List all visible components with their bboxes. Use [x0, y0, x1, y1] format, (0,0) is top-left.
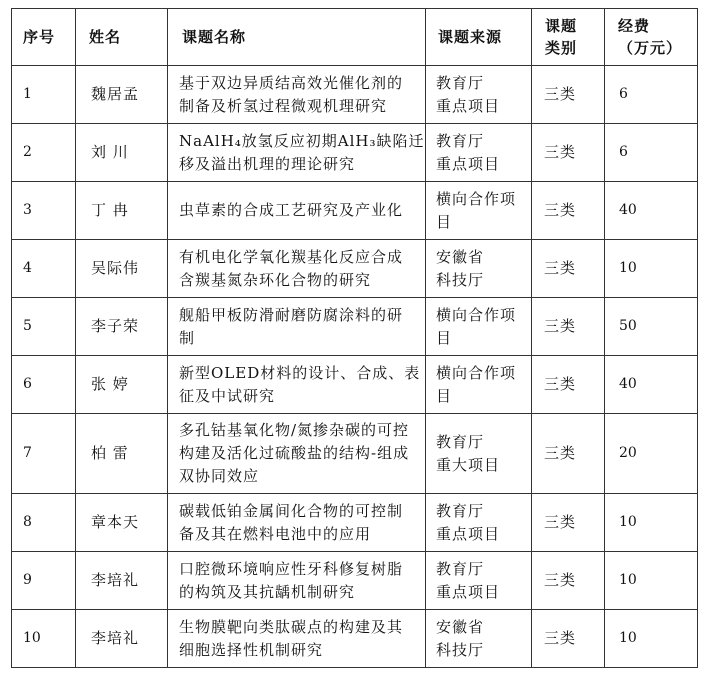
- cell-name: [76, 494, 168, 552]
- cell-title-text: 舰船甲板防滑耐磨防腐涂料的研: [179, 305, 404, 324]
- header-source-text: 课题来源: [438, 28, 503, 46]
- cell-funding: [605, 414, 698, 494]
- cell-name-text: 魏居孟: [91, 85, 140, 103]
- cell-name: [76, 552, 168, 610]
- header-funding: [605, 9, 698, 66]
- cell-name-text: 吴际伟: [91, 259, 140, 277]
- cell-source-text: 教育厅: [436, 501, 485, 520]
- cell-category: [532, 552, 605, 610]
- header-category-text: 课题: [545, 17, 578, 35]
- cell-index-text: 9: [23, 572, 32, 588]
- cell-funding: [605, 124, 698, 182]
- cell-source: [426, 124, 532, 182]
- cell-title: [168, 494, 426, 552]
- cell-name: [76, 414, 168, 494]
- header-funding-text: 经费: [618, 17, 651, 35]
- cell-title: [168, 610, 426, 668]
- cell-title: [168, 356, 426, 414]
- table-body: [12, 66, 698, 668]
- cell-source-text: 目: [436, 212, 453, 231]
- cell-title-text: 有机电化学氧化羰基化反应合成: [179, 247, 404, 266]
- cell-index: [12, 494, 76, 552]
- cell-category-text: 三类: [544, 629, 577, 647]
- cell-name: [76, 182, 168, 240]
- table-row: [12, 356, 698, 414]
- cell-source-text: 目: [436, 386, 453, 405]
- cell-title-text: 虫草素的合成工艺研究及产业化: [179, 201, 404, 219]
- cell-category-text: 三类: [544, 201, 577, 219]
- cell-index-text: 5: [23, 318, 32, 334]
- cell-funding-text: 6: [619, 86, 628, 102]
- cell-index-text: 6: [23, 376, 32, 392]
- cell-source-text: 横向合作项: [436, 305, 517, 324]
- cell-title: [168, 66, 426, 124]
- cell-source: [426, 66, 532, 124]
- cell-index: [12, 182, 76, 240]
- header-funding-text: （万元）: [618, 39, 683, 57]
- cell-name: [76, 240, 168, 298]
- cell-title-text: 的构筑及其抗龋机制研究: [179, 582, 356, 601]
- cell-source-text: 安徽省: [436, 247, 485, 266]
- table-row: [12, 494, 698, 552]
- cell-index: [12, 356, 76, 414]
- cell-title: [168, 552, 426, 610]
- cell-category: [532, 66, 605, 124]
- cell-index-text: 10: [23, 630, 41, 646]
- cell-source-text: 教育厅: [436, 432, 485, 451]
- cell-name-text: 丁 冉: [91, 201, 129, 219]
- cell-title: [168, 240, 426, 298]
- cell-funding: [605, 356, 698, 414]
- cell-funding: [605, 494, 698, 552]
- cell-source-text: 重点项目: [436, 582, 501, 601]
- cell-source-text: 教育厅: [436, 131, 485, 150]
- cell-source-text: 教育厅: [436, 73, 485, 92]
- cell-funding: [605, 66, 698, 124]
- cell-funding-text: 10: [619, 260, 637, 276]
- table-row: [12, 182, 698, 240]
- cell-funding-text: 20: [619, 445, 637, 461]
- cell-name-text: 李培礼: [91, 571, 140, 589]
- cell-title-text: 细胞选择性机制研究: [179, 640, 324, 659]
- cell-title-text: 制备及析氢过程微观机理研究: [179, 96, 388, 115]
- cell-title-text: 制: [179, 328, 196, 347]
- cell-category: [532, 182, 605, 240]
- header-category: [532, 9, 605, 66]
- cell-name-text: 张 婷: [91, 375, 129, 393]
- cell-category: [532, 494, 605, 552]
- cell-category-text: 三类: [544, 259, 577, 277]
- table-header: [12, 9, 698, 66]
- header-name: [76, 9, 168, 66]
- cell-name-text: 李培礼: [91, 629, 140, 647]
- cell-funding-text: 40: [619, 376, 637, 392]
- cell-funding-text: 10: [619, 630, 637, 646]
- cell-index: [12, 124, 76, 182]
- cell-category: [532, 240, 605, 298]
- cell-source: [426, 182, 532, 240]
- cell-title-text: NaAlH₄放氢反应初期AlH₃缺陷迁: [179, 131, 425, 150]
- cell-name: [76, 124, 168, 182]
- cell-title-text: 基于双边异质结高效光催化剂的: [179, 73, 404, 92]
- table-row: [12, 552, 698, 610]
- header-name-text: 姓名: [89, 28, 122, 46]
- header-source: [426, 9, 532, 66]
- cell-title-text: 新型OLED材料的设计、合成、表: [179, 363, 421, 382]
- cell-source: [426, 552, 532, 610]
- cell-category-text: 三类: [544, 317, 577, 335]
- cell-source-text: 目: [436, 328, 453, 347]
- cell-source-text: 重点项目: [436, 154, 501, 173]
- cell-index: [12, 240, 76, 298]
- cell-source: [426, 494, 532, 552]
- cell-category-text: 三类: [544, 444, 577, 462]
- cell-title-text: 移及溢出机理的理论研究: [179, 154, 356, 173]
- cell-category: [532, 356, 605, 414]
- table-header-row: [12, 9, 698, 66]
- cell-title: [168, 182, 426, 240]
- cell-name: [76, 610, 168, 668]
- cell-index: [12, 610, 76, 668]
- cell-name-text: 柏 雷: [91, 444, 129, 462]
- cell-name-text: 刘 川: [91, 143, 129, 161]
- cell-index-text: 1: [23, 86, 32, 102]
- table-row: [12, 66, 698, 124]
- cell-name: [76, 298, 168, 356]
- cell-funding-text: 40: [619, 202, 637, 218]
- cell-source-text: 教育厅: [436, 559, 485, 578]
- header-title: [168, 9, 426, 66]
- cell-funding: [605, 298, 698, 356]
- cell-funding: [605, 240, 698, 298]
- cell-name-text: 李子荣: [91, 317, 140, 335]
- header-index: [12, 9, 76, 66]
- cell-source-text: 横向合作项: [436, 189, 517, 208]
- table-row: [12, 298, 698, 356]
- cell-title-text: 碳载低铂金属间化合物的可控制: [179, 501, 404, 520]
- cell-index: [12, 298, 76, 356]
- table-row: [12, 610, 698, 668]
- cell-category: [532, 414, 605, 494]
- cell-source-text: 科技厅: [436, 270, 485, 289]
- cell-funding-text: 50: [619, 318, 637, 334]
- cell-title-text: 双协同效应: [179, 467, 260, 485]
- cell-category: [532, 124, 605, 182]
- cell-index-text: 3: [23, 202, 32, 218]
- cell-source: [426, 356, 532, 414]
- project-table: [11, 8, 698, 668]
- cell-title: [168, 414, 426, 494]
- cell-source: [426, 414, 532, 494]
- cell-index: [12, 66, 76, 124]
- cell-title-text: 口腔微环境响应性牙科修复树脂: [179, 559, 404, 578]
- cell-funding: [605, 552, 698, 610]
- cell-category-text: 三类: [544, 85, 577, 103]
- cell-funding: [605, 182, 698, 240]
- cell-funding-text: 6: [619, 144, 628, 160]
- cell-index: [12, 414, 76, 494]
- table-row: [12, 124, 698, 182]
- cell-source-text: 横向合作项: [436, 363, 517, 382]
- cell-category-text: 三类: [544, 375, 577, 393]
- cell-source-text: 安徽省: [436, 617, 485, 636]
- table-row: [12, 414, 698, 494]
- cell-source-text: 重大项目: [436, 455, 501, 474]
- cell-title-text: 生物膜靶向类肽碳点的构建及其: [179, 617, 404, 636]
- cell-name: [76, 356, 168, 414]
- cell-category-text: 三类: [544, 513, 577, 531]
- header-title-text: 课题名称: [182, 28, 247, 46]
- cell-source: [426, 610, 532, 668]
- cell-funding: [605, 610, 698, 668]
- cell-name: [76, 66, 168, 124]
- cell-source-text: 重点项目: [436, 524, 501, 543]
- cell-title-text: 多孔钴基氧化物/氮掺杂碳的可控: [179, 421, 410, 439]
- cell-source: [426, 240, 532, 298]
- cell-category: [532, 298, 605, 356]
- cell-source-text: 重点项目: [436, 96, 501, 115]
- header-index-text: 序号: [23, 28, 56, 46]
- cell-index: [12, 552, 76, 610]
- cell-index-text: 4: [23, 260, 32, 276]
- cell-source: [426, 298, 532, 356]
- cell-source-text: 科技厅: [436, 640, 485, 659]
- cell-index-text: 2: [23, 144, 32, 160]
- cell-category-text: 三类: [544, 571, 577, 589]
- cell-funding-text: 10: [619, 514, 637, 530]
- table-row: [12, 240, 698, 298]
- cell-title-text: 构建及活化过硫酸盐的结构-组成: [179, 444, 410, 462]
- cell-title-text: 备及其在燃料电池中的应用: [179, 524, 372, 543]
- cell-index-text: 8: [23, 514, 32, 530]
- cell-category-text: 三类: [544, 143, 577, 161]
- cell-category: [532, 610, 605, 668]
- cell-funding-text: 10: [619, 572, 637, 588]
- cell-title: [168, 298, 426, 356]
- cell-name-text: 章本天: [91, 513, 140, 531]
- header-category-text: 类别: [545, 39, 578, 57]
- cell-title-text: 征及中试研究: [179, 386, 276, 405]
- cell-title: [168, 124, 426, 182]
- cell-index-text: 7: [23, 445, 32, 461]
- cell-title-text: 含羰基氮杂环化合物的研究: [179, 270, 372, 289]
